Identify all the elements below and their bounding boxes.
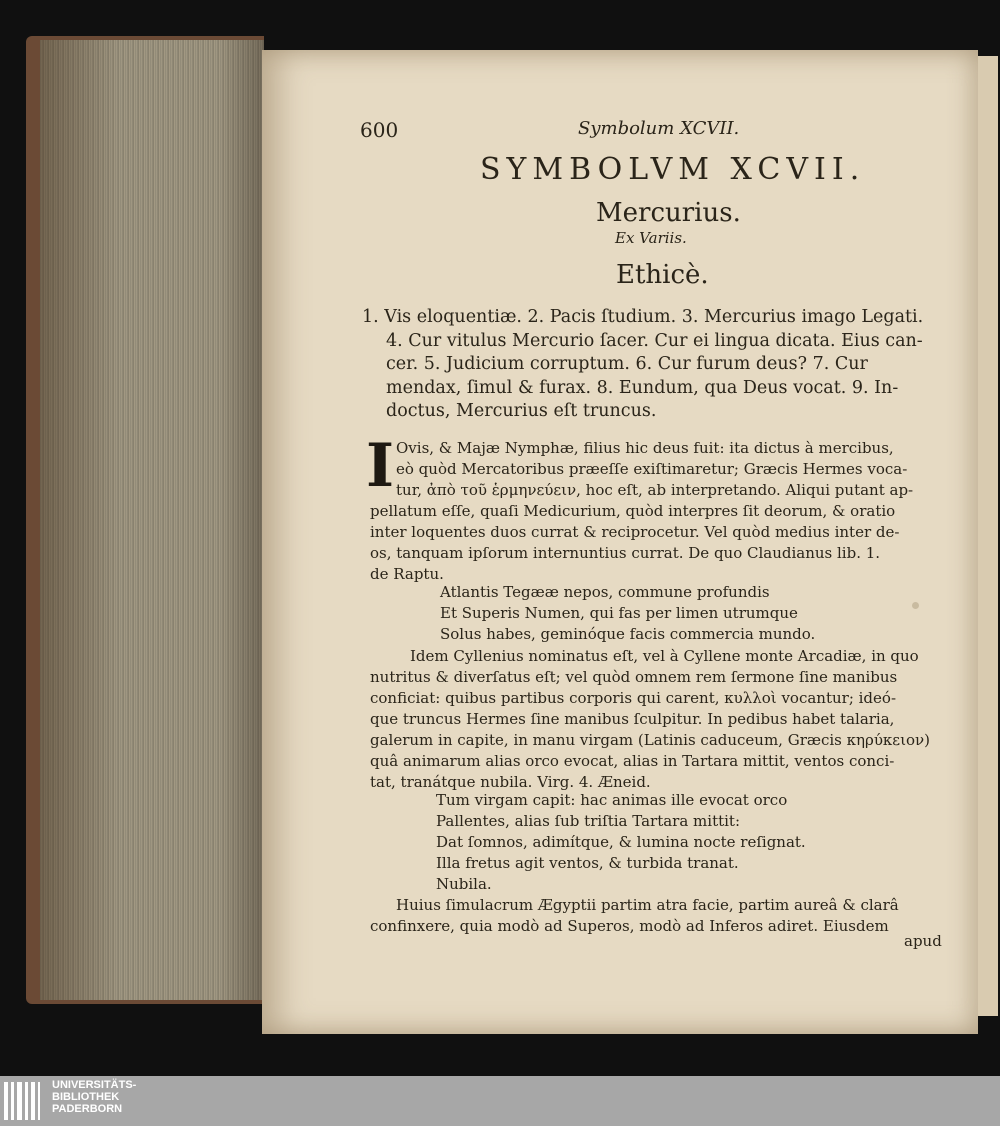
library-name: [52, 1079, 136, 1115]
text-line: Idem Cyllenius nominatus eſt, vel à Cyllene monte Arcadiæ, in quo: [410, 647, 919, 665]
text-line: Ovis, & Majæ Nymphæ, filius hic deus fuit: ita dictus à mercibus,: [396, 439, 894, 457]
section-heading: Ethicè.: [616, 260, 709, 290]
paragraph-1: [370, 438, 938, 585]
library-name-line: BIBLIOTHEK: [52, 1091, 120, 1103]
catchword: apud: [904, 932, 942, 950]
text-line: conficiat: quibus partibus corporis qui carent, κυλλοὶ vocantur; ideó-: [370, 689, 897, 707]
library-name-line: PADERBORN: [52, 1103, 123, 1115]
verse-line: Et Superis Numen, qui fas per limen utrumque: [440, 604, 798, 622]
library-footer: [0, 1076, 1000, 1126]
page-number: 600: [360, 118, 399, 142]
facing-page-edge: [978, 56, 998, 1016]
summary-line: 4. Cur vitulus Mercurio ſacer. Cur ei lingua dicata. Eius can-: [386, 330, 923, 351]
summary-line: doctus, Mercurius eſt truncus.: [386, 401, 657, 421]
source-line: Ex Variis.: [615, 229, 687, 247]
symbol-title: SYMBOLVM XCVII.: [480, 152, 866, 187]
verse-line: Nubila.: [436, 875, 492, 893]
summary-line: cer. 5. Judicium corruptum. 6. Cur furum deus? 7. Cur: [386, 354, 868, 374]
page-edges-shadow: [40, 40, 264, 1000]
text-line: que truncus Hermes ſine manibus ſculpitur. In pedibus habet talaria,: [370, 710, 895, 728]
library-logo-icon: [4, 1082, 44, 1120]
paragraph-2: [370, 646, 938, 793]
paper-mark: [912, 602, 919, 609]
text-line: galerum in capite, in manu virgam (Latinis caduceum, Græcis κηρύκειον): [370, 731, 930, 749]
text-line: Huius ſimulacrum Ægyptii partim atra facie, partim aureâ & clarâ: [396, 896, 899, 914]
drop-capital: I: [366, 431, 395, 501]
verse-line: Solus habes, geminóque facis commercia mundo.: [440, 625, 816, 643]
text-line: de Raptu.: [370, 565, 444, 583]
summary-line: 1. Vis eloquentiæ. 2. Pacis ſtudium. 3. Mercurius imago Legati.: [362, 307, 924, 327]
verse-line: Dat ſomnos, adimítque, & lumina nocte reſignat.: [436, 833, 806, 851]
verse-quote-claudian: [440, 582, 815, 645]
paragraph-3: [370, 895, 938, 937]
text-line: os, tanquam ipſorum internuntius currat. De quo Claudianus lib. 1.: [370, 544, 881, 562]
text-line: inter loquentes duos currat & reciprocetur. Vel quòd medius inter de-: [370, 523, 900, 541]
verse-line: Atlantis Tegææ nepos, commune profundis: [440, 583, 770, 601]
verse-line: Pallentes, alias ſub triſtia Tartara mittit:: [436, 812, 741, 830]
text-line: eò quòd Mercatoribus præeſſe exiſtimaretur; Græcis Hermes voca-: [396, 460, 908, 478]
text-line: tur, ἀπὸ τοῦ ἑρμηνεύειν, hoc eſt, ab interpretando. Aliqui putant ap-: [396, 481, 914, 499]
verse-line: Illa fretus agit ventos, & turbida tranat.: [436, 854, 739, 872]
verse-quote-virgil: [436, 790, 806, 895]
deity-name: Mercurius.: [596, 198, 741, 228]
text-line: nutritus & diverſatus eſt; vel quòd omnem rem ſermone ſine manibus: [370, 668, 898, 686]
text-line: tat, tranátque nubila. Virg. 4. Æneid.: [370, 773, 651, 791]
text-line: confinxere, quia modò ad Superos, modò ad Inferos adiret. Eiusdem: [370, 917, 889, 935]
text-line: quâ animarum alias orco evocat, alias in Tartara mittit, ventos conci-: [370, 752, 895, 770]
summary-line: mendax, ſimul & furax. 8. Eundum, qua Deus vocat. 9. In-: [386, 377, 899, 398]
verse-line: Tum virgam capit: hac animas ille evocat orco: [436, 791, 788, 809]
library-name-line: UNIVERSITÄTS-: [52, 1079, 137, 1091]
running-head: Symbolum XCVII.: [578, 118, 740, 139]
summary-list: [362, 306, 936, 424]
text-line: pellatum eſſe, quaſi Medicurium, quòd interpres ſit deorum, & oratio: [370, 502, 896, 520]
